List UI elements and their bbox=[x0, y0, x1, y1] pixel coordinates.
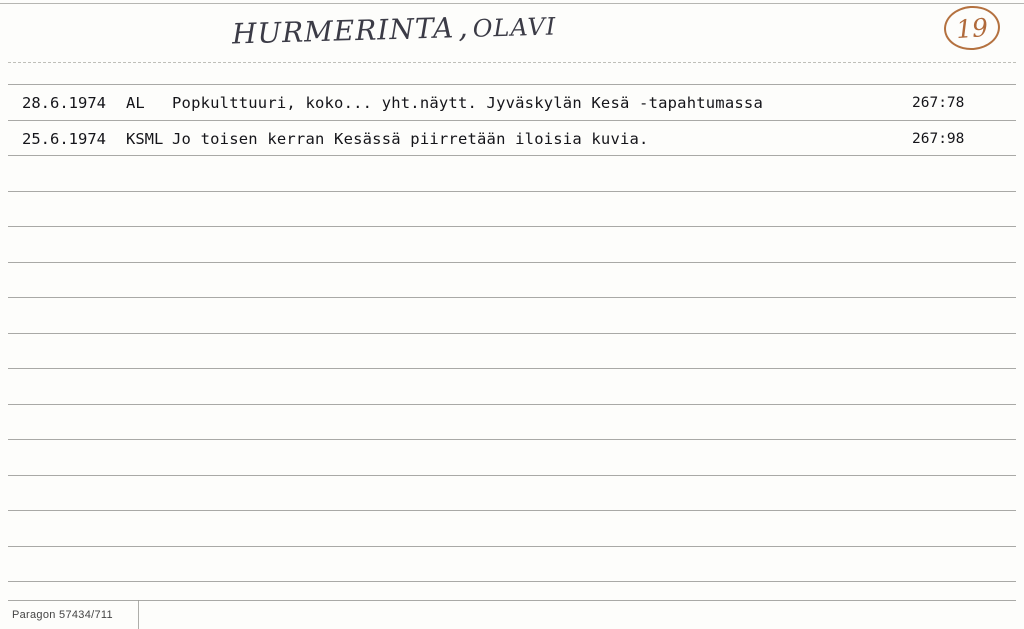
footer-divider bbox=[138, 600, 139, 629]
entry-reference: 267:78 bbox=[912, 95, 965, 111]
person-surname: HURMERINTA bbox=[231, 11, 455, 51]
name-guide-line bbox=[8, 62, 1016, 63]
entry-title: Jo toisen kerran Kesässä piirretään iloisia kuvia. bbox=[172, 130, 649, 148]
rule-line bbox=[8, 297, 1016, 298]
rule-line bbox=[8, 475, 1016, 476]
rule-line bbox=[8, 581, 1016, 582]
rule-line bbox=[8, 546, 1016, 547]
entry-reference: 267:98 bbox=[912, 131, 965, 147]
name-comma: , bbox=[457, 9, 470, 46]
rule-line bbox=[8, 191, 1016, 192]
entry-date: 25.6.1974 bbox=[22, 130, 106, 148]
entry-title: Popkulttuuri, koko... yht.näytt. Jyväskylän Kesä -tapahtumassa bbox=[172, 94, 763, 112]
rule-line bbox=[8, 262, 1016, 263]
card-top-border bbox=[0, 3, 1024, 4]
rule-line bbox=[8, 333, 1016, 334]
rule-line bbox=[8, 155, 1016, 156]
rule-line bbox=[8, 120, 1016, 121]
rule-line bbox=[8, 226, 1016, 227]
rule-line bbox=[8, 404, 1016, 405]
handwritten-person-name bbox=[232, 7, 557, 51]
rule-line bbox=[8, 84, 1016, 85]
rule-line-footer bbox=[8, 600, 1016, 601]
rule-line bbox=[8, 510, 1016, 511]
card-number-badge: 19 bbox=[943, 4, 1002, 52]
entry-source: AL bbox=[126, 94, 145, 112]
entry-row bbox=[0, 124, 1024, 154]
printer-code: Paragon 57434/711 bbox=[12, 609, 113, 621]
rule-line bbox=[8, 368, 1016, 369]
entry-date: 28.6.1974 bbox=[22, 94, 106, 112]
entry-source: KSML bbox=[126, 130, 164, 148]
entry-row bbox=[0, 88, 1024, 118]
person-firstname: OLAVI bbox=[472, 12, 557, 43]
rule-line bbox=[8, 439, 1016, 440]
